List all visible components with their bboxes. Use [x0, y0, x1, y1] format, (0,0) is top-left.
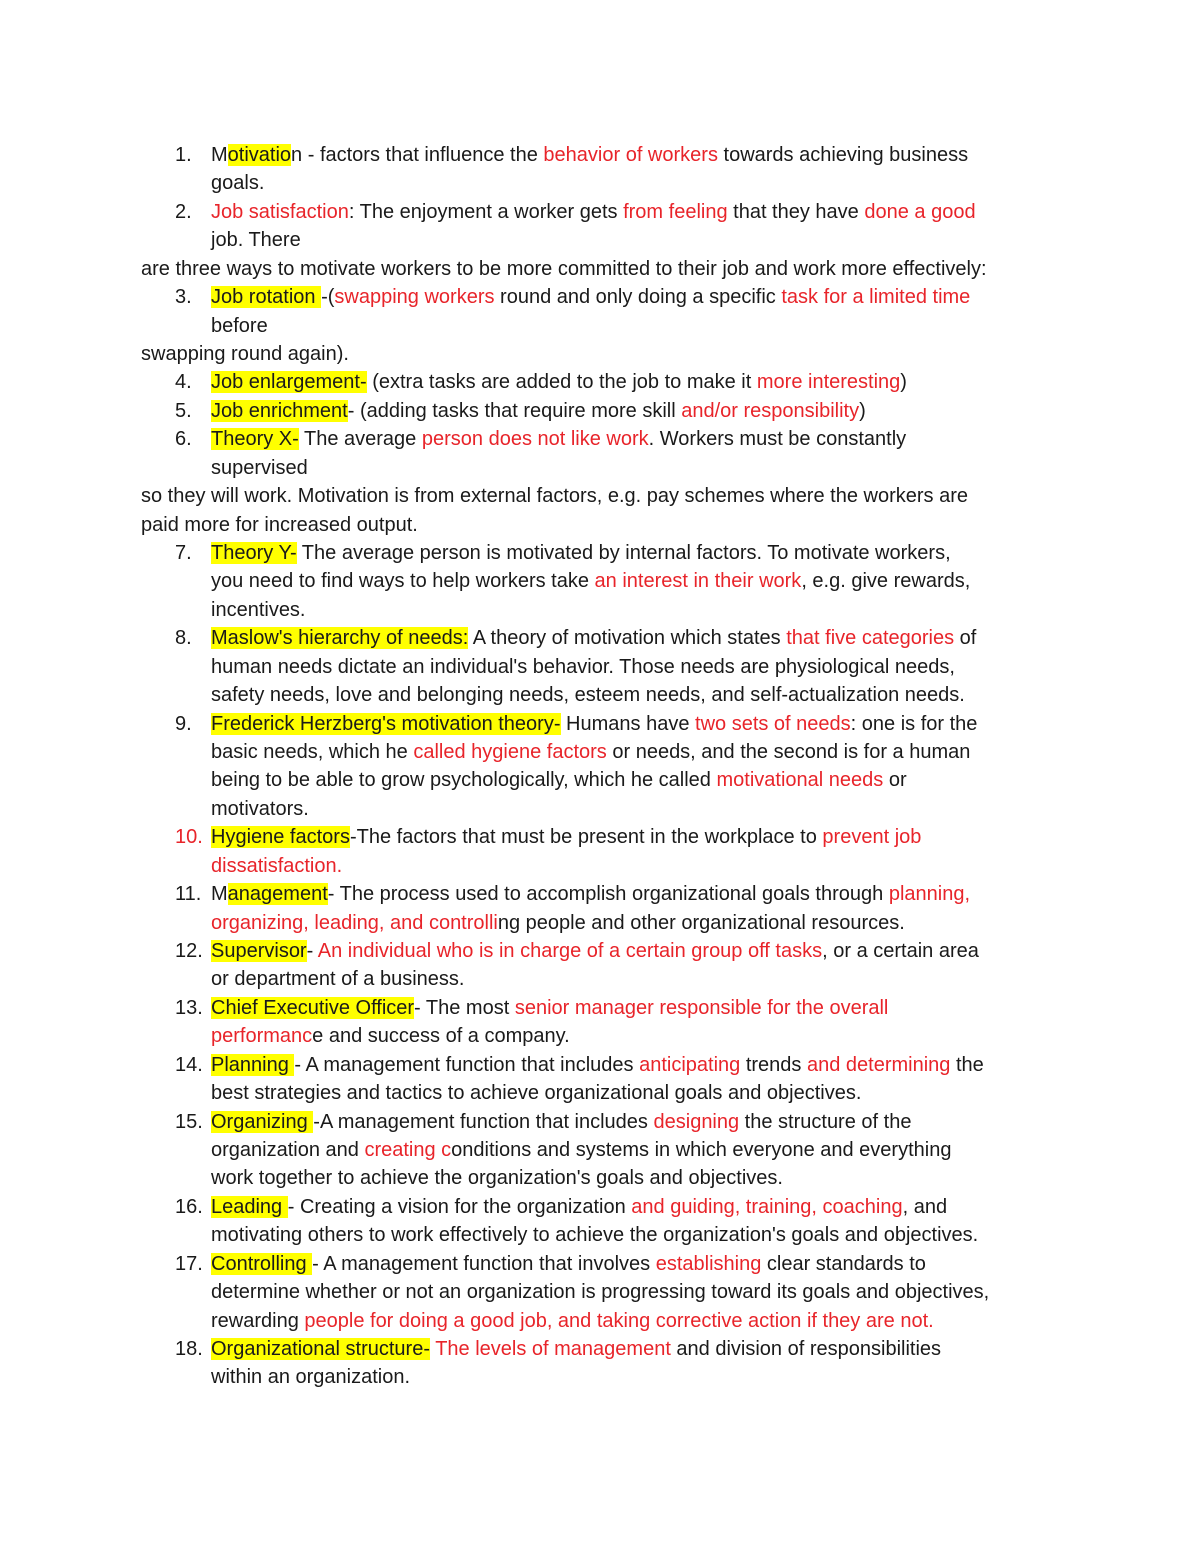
- list-item-text: [211, 1083, 861, 1103]
- emphasis-text: prevent job: [822, 826, 922, 849]
- text-segment: safety needs, love and belonging needs, esteem needs, and self-actualization needs.: [211, 684, 965, 707]
- highlighted-term: Job rotation: [211, 286, 322, 309]
- text-segment: e and success of a company.: [312, 1025, 570, 1048]
- highlighted-term: Hygiene factors: [211, 826, 350, 849]
- list-number: 15.: [175, 1110, 203, 1133]
- list-item-text: [211, 401, 866, 421]
- list-item-text: [211, 884, 970, 904]
- text-segment: -: [306, 940, 318, 963]
- emphasis-text: motivational needs: [716, 769, 884, 792]
- list-number: 17.: [175, 1252, 203, 1275]
- list-number: 2.: [175, 200, 192, 223]
- list-number: 12.: [175, 940, 203, 963]
- text-segment: human needs dictate an individual's behavior. Those needs are physiological needs,: [211, 655, 955, 678]
- text-segment: basic needs, which he: [211, 741, 414, 764]
- text-segment: or: [883, 769, 907, 792]
- emphasis-text: An individual who is in charge of a certain group off tasks: [317, 940, 823, 963]
- text-segment: Humans have: [560, 712, 696, 735]
- list-item-text: [211, 969, 464, 989]
- text-segment: M: [211, 144, 228, 166]
- text-segment: , and: [902, 1195, 948, 1218]
- list-number: 1.: [175, 144, 192, 166]
- emphasis-text: planning,: [888, 883, 971, 906]
- text-segment: - A management function that includes: [294, 1053, 640, 1076]
- highlighted-term: Job enrichment: [211, 399, 348, 422]
- highlighted-term: Organizational structure-: [211, 1338, 430, 1361]
- list-item-text: [211, 145, 968, 165]
- list-number: 9.: [175, 712, 192, 735]
- emphasis-text: performanc: [211, 1025, 313, 1048]
- text-segment: paid more for increased output.: [141, 513, 418, 536]
- list-item-text: [211, 1367, 410, 1387]
- text-segment: The average: [298, 428, 422, 451]
- text-segment: that they have: [727, 200, 865, 223]
- text-segment: - Creating a vision for the organization: [287, 1195, 632, 1218]
- text-segment: The average person is motivated by internal factors. To motivate workers,: [296, 542, 951, 565]
- list-number: 3.: [175, 286, 192, 309]
- text-segment: clear standards to: [761, 1252, 926, 1275]
- text-segment: : one is for the: [850, 712, 978, 735]
- highlighted-term: Organizing: [211, 1110, 314, 1133]
- emphasis-text: and/or responsibility: [681, 399, 860, 422]
- emphasis-text: swapping workers: [334, 286, 495, 309]
- list-item-text: [211, 571, 970, 591]
- list-item-text: [211, 1140, 951, 1160]
- highlighted-term: Chief Executive Officer: [211, 996, 415, 1019]
- highlighted-term: Job enlargement-: [211, 371, 367, 394]
- list-item-text: [211, 543, 951, 563]
- emphasis-text: behavior of workers: [543, 144, 718, 166]
- text-segment: round and only doing a specific: [494, 286, 782, 309]
- list-number: 14.: [175, 1053, 203, 1076]
- highlighted-term: Theory Y-: [211, 542, 297, 565]
- text-segment: -The factors that must be present in the workplace to: [349, 826, 823, 849]
- list-item-text: [211, 316, 268, 336]
- text-segment: rewarding: [211, 1309, 305, 1332]
- list-item-text: [211, 628, 976, 648]
- highlighted-term: Supervisor: [211, 940, 307, 963]
- text-segment: the structure of the: [739, 1110, 912, 1133]
- list-item-text: [211, 458, 308, 478]
- text-segment: n - factors that influence the: [291, 144, 544, 166]
- list-item-text: [211, 287, 970, 307]
- text-segment: , or a certain area: [822, 940, 979, 963]
- highlighted-term: anagement: [227, 883, 328, 906]
- emphasis-text: anticipating: [639, 1053, 741, 1076]
- paragraph-text: [141, 259, 987, 279]
- list-item-text: [211, 714, 977, 734]
- paragraph-text: [141, 486, 968, 506]
- text-segment: swapping round again).: [141, 343, 349, 365]
- text-segment: or department of a business.: [211, 968, 465, 991]
- text-segment: job. There: [211, 229, 301, 252]
- text-segment: goals.: [211, 172, 265, 195]
- list-number: 5.: [175, 399, 192, 422]
- list-item-text: [211, 1339, 941, 1359]
- highlighted-term: Planning: [211, 1053, 295, 1076]
- text-segment: motivators.: [211, 797, 309, 820]
- list-item-text: [211, 1026, 570, 1046]
- text-segment: - (adding tasks that require more skill: [347, 399, 682, 422]
- paragraph-text: [141, 515, 418, 535]
- list-item-text: [211, 1168, 783, 1188]
- text-segment: being to be able to grow psychologically, which he called: [211, 769, 717, 792]
- list-item-text: [211, 600, 306, 620]
- emphasis-text: an interest in their work: [594, 570, 802, 593]
- text-segment: : The enjoyment a worker gets: [348, 200, 624, 223]
- emphasis-text: two sets of needs: [695, 712, 851, 735]
- text-segment: incentives.: [211, 598, 306, 621]
- text-segment: - The most: [414, 996, 515, 1019]
- list-number: 6.: [175, 428, 192, 451]
- list-item-text: [211, 173, 264, 193]
- text-segment: A theory of motivation which states: [468, 627, 787, 650]
- text-segment: M: [211, 883, 228, 906]
- text-segment: or needs, and the second is for a human: [606, 741, 971, 764]
- list-number: 8.: [175, 627, 192, 650]
- list-item-text: [211, 1055, 984, 1075]
- list-number: 16.: [175, 1195, 203, 1218]
- list-number: 18.: [175, 1338, 203, 1361]
- list-item-text: [211, 770, 907, 790]
- list-item-text: [211, 742, 970, 762]
- list-number: 11.: [175, 883, 202, 906]
- text-segment: trends: [740, 1053, 807, 1076]
- list-item-text: [211, 913, 905, 933]
- text-segment: ): [900, 371, 907, 394]
- text-segment: within an organization.: [211, 1366, 411, 1389]
- emphasis-text: done a good: [864, 200, 976, 223]
- list-item-text: [211, 998, 888, 1018]
- emphasis-text: dissatisfaction.: [211, 854, 343, 877]
- emphasis-text: The levels of management: [435, 1338, 671, 1361]
- list-number: 10.: [175, 826, 203, 849]
- list-item-text: [211, 685, 965, 705]
- emphasis-text: task for a limited time: [781, 286, 971, 309]
- highlighted-term: Controlling: [211, 1252, 313, 1275]
- list-number: 7.: [175, 542, 192, 565]
- emphasis-text: people for doing a good job, and taking corrective action if they are not.: [304, 1309, 934, 1332]
- list-item-text: [211, 799, 309, 819]
- text-segment: the: [950, 1053, 984, 1076]
- highlighted-term: Maslow's hierarchy of needs:: [211, 627, 469, 650]
- text-segment: (extra tasks are added to the job to make it: [366, 371, 757, 394]
- text-segment: onditions and systems in which everyone and everything: [451, 1139, 952, 1162]
- text-segment: - A management function that involves: [312, 1252, 656, 1275]
- text-segment: and division of responsibilities: [670, 1338, 942, 1361]
- text-segment: -(: [321, 286, 335, 309]
- emphasis-text: creating c: [364, 1139, 452, 1162]
- list-item-text: [211, 372, 907, 392]
- text-segment: are three ways to motivate workers to be more committed to their job and work more effectively:: [141, 257, 987, 280]
- list-item-text: [211, 230, 301, 250]
- text-segment: of: [954, 627, 977, 650]
- highlighted-term: Theory X-: [211, 428, 299, 451]
- text-segment: ): [859, 399, 866, 422]
- text-segment: , e.g. give rewards,: [801, 570, 971, 593]
- text-segment: best strategies and tactics to achieve organizational goals and objectives.: [211, 1082, 862, 1105]
- text-segment: - The process used to accomplish organizational goals through: [327, 883, 889, 906]
- emphasis-text: designing: [653, 1110, 740, 1133]
- emphasis-text: and determining: [806, 1053, 951, 1076]
- highlighted-term: Leading: [211, 1195, 288, 1218]
- text-segment: motivating others to work effectively to achieve the organization's goals and objectives.: [211, 1224, 979, 1247]
- emphasis-text: person does not like work: [421, 428, 649, 451]
- list-item-text: [211, 1282, 989, 1302]
- list-number: 13.: [175, 996, 203, 1019]
- emphasis-text: from feeling: [623, 200, 728, 223]
- text-segment: organization and: [211, 1139, 365, 1162]
- paragraph-text: [141, 344, 349, 364]
- emphasis-text: senior manager responsible for the overall: [514, 996, 889, 1019]
- emphasis-text: organizing, leading, and controlli: [211, 911, 498, 934]
- list-item-text: [211, 1311, 934, 1331]
- text-segment: determine whether or not an organization is progressing toward its goals and objectives,: [211, 1281, 990, 1304]
- text-segment: -A management function that includes: [313, 1110, 654, 1133]
- text-segment: supervised: [211, 456, 308, 479]
- list-item-text: [211, 1225, 978, 1245]
- list-item-text: [211, 941, 979, 961]
- emphasis-text: that five categories: [786, 627, 955, 650]
- list-item-text: [211, 856, 342, 876]
- highlighted-term: otivatio: [227, 144, 292, 166]
- emphasis-text: establishing: [655, 1252, 762, 1275]
- emphasis-text: more interesting: [756, 371, 901, 394]
- list-number: 4.: [175, 371, 192, 394]
- text-segment: towards achieving business: [717, 144, 969, 166]
- list-item-text: [211, 827, 921, 847]
- highlighted-term: Frederick Herzberg's motivation theory-: [211, 712, 561, 735]
- text-segment: . Workers must be constantly: [648, 428, 907, 451]
- text-segment: work together to achieve the organization's goals and objectives.: [211, 1167, 783, 1190]
- list-item-text: [211, 202, 976, 222]
- list-item-text: [211, 1197, 947, 1217]
- emphasis-text: called hygiene factors: [413, 741, 607, 764]
- text-segment: ng people and other organizational resources.: [497, 911, 905, 934]
- text-segment: before: [211, 314, 268, 337]
- list-item-text: [211, 429, 906, 449]
- emphasis-text: and guiding, training, coaching: [631, 1195, 903, 1218]
- text-segment: you need to find ways to help workers take: [211, 570, 595, 593]
- list-item-text: [211, 1112, 911, 1132]
- list-item-text: [211, 1254, 926, 1274]
- text-segment: so they will work. Motivation is from external factors, e.g. pay schemes where the workers are: [141, 485, 968, 508]
- list-item-text: [211, 657, 955, 677]
- emphasis-text: Job satisfaction: [211, 200, 349, 223]
